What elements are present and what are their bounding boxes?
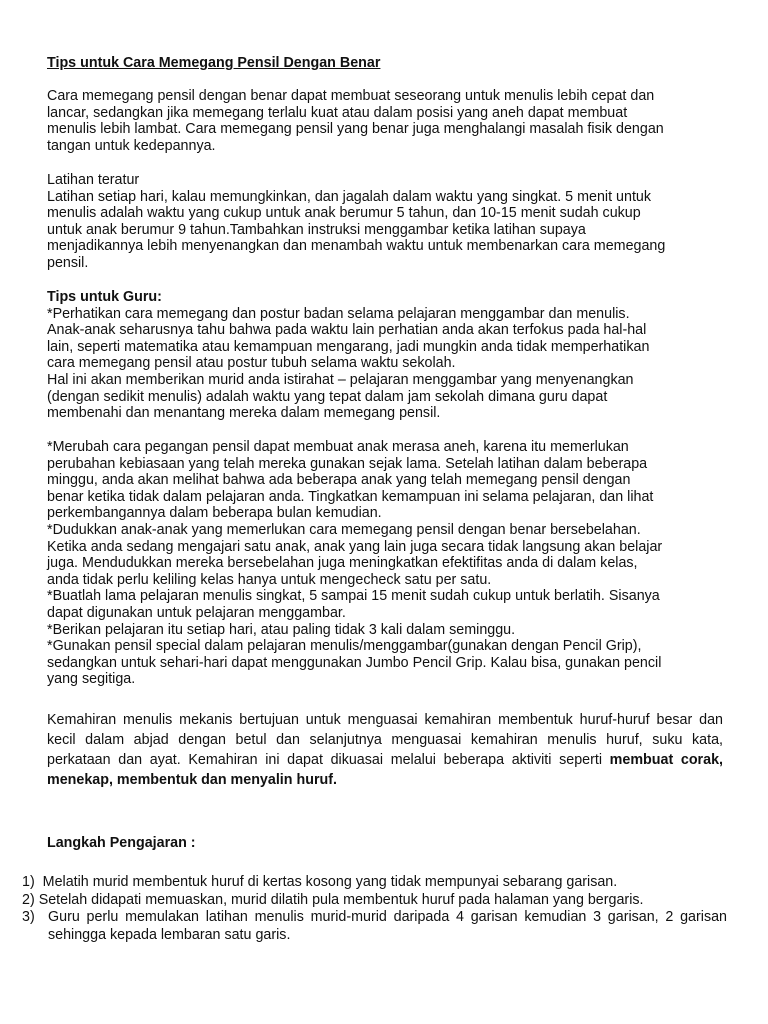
langkah-heading: Langkah Pengajaran : (47, 835, 196, 851)
step-text: Melatih murid membentuk huruf di kertas kosong yang tidak mempunyai sebarang garisan. (42, 874, 618, 890)
tips-line: dapat digunakan untuk pelajaran menggambar. (47, 604, 346, 621)
latihan-line: untuk anak berumur 9 tahun.Tambahkan instruksi menggambar ketika latihan supaya (47, 221, 586, 238)
step-text: Setelah didapati memuaskan, murid dilatih pula membentuk huruf pada halaman yang bergaris. (38, 891, 644, 908)
intro-line: tangan untuk kedepannya. (47, 137, 216, 154)
list-item (22, 892, 727, 910)
tips-line: yang segitiga. (47, 671, 136, 688)
list-item (22, 909, 727, 944)
tips-line: *Berikan pelajaran itu setiap hari, atau paling tidak 3 kali dalam seminggu. (47, 621, 516, 638)
guru-section (47, 289, 727, 422)
latihan-section (47, 172, 727, 272)
tips-line: *Buatlah lama pelajaran menulis singkat, 5 sampai 15 menit sudah cukup untuk berlatih. Sisanya (47, 588, 660, 605)
latihan-heading: Latihan teratur (47, 172, 140, 188)
guru-line: Anak-anak seharusnya tahu bahwa pada waktu lain perhatian anda akan terfokus pada hal-hal (47, 322, 647, 339)
langkah-steps (22, 874, 727, 944)
kemahiran-bold-text: membuat corak, menekap, membentuk dan menyalin huruf. (47, 752, 723, 788)
kemahiran-text: Kemahiran menulis mekanis bertujuan untuk menguasai kemahiran membentuk huruf-huruf besar dan kecil dalam abjad dengan betul dan selanjutnya menguasai kemahiran menulis huruf, suku kata, perkataan dan ayat. Kemahiran ini dapat dikuasai melalui beberapa aktiviti seperti (47, 712, 723, 768)
step-number: 2) (22, 891, 39, 908)
tips-line: sedangkan untuk sehari-hari dapat menggunakan Jumbo Pencil Grip. Kalau bisa, gunakan pencil (47, 654, 662, 671)
tips-line: perkembangannya dalam beberapa bulan kemudian. (47, 505, 382, 522)
intro-line: menulis lebih lambat. Cara memegang pensil yang benar juga menghalangi masalah fisik dengan (47, 121, 664, 138)
latihan-line: pensil. (47, 254, 89, 271)
tips-line: *Gunakan pensil special dalam pelajaran menulis/menggambar(gunakan dengan Pencil Grip), (47, 638, 642, 655)
tips-line: *Dudukkan anak-anak yang memerlukan cara memegang pensil dengan benar bersebelahan. (47, 521, 641, 538)
guru-line: (dengan sedikit menulis) adalah waktu yang tepat dalam jam sekolah dimana guru dapat (47, 388, 608, 405)
latihan-line: Latihan setiap hari, kalau memungkinkan, dan jagalah dalam waktu yang singkat. 5 menit untuk (47, 188, 652, 205)
tips-line: Ketika anda sedang mengajari satu anak, anak yang lain juga secara tidak langsung akan belajar (47, 538, 663, 555)
latihan-line: menulis adalah waktu yang cukup untuk anak berumur 5 tahun, dan 10-15 menit sudah cukup (47, 205, 641, 222)
guru-heading: Tips untuk Guru: (47, 289, 162, 305)
intro-line: lancar, sedangkan jika memegang terlalu kuat atau dalam posisi yang aneh dapat membuat (47, 104, 628, 121)
latihan-line: menjadikannya lebih menyenangkan dan menambah waktu untuk membenarkan cara memegang (47, 238, 666, 255)
document-title-block (47, 55, 727, 72)
guru-line: lain, seperti matematika atau kemampuan mengarang, jadi mungkin anda tidak memperhatikan (47, 338, 650, 355)
step-number: 3) (22, 909, 35, 925)
guru-line: *Perhatikan cara memegang dan postur badan selama pelajaran menggambar dan menulis. (47, 305, 630, 322)
guru-line: membenahi dan menantang mereka dalam memegang pensil. (47, 405, 441, 422)
intro-paragraph (47, 88, 727, 154)
tips-list (47, 439, 727, 688)
kemahiran-paragraph (47, 710, 723, 790)
tips-line: benar ketika tidak dalam pelajaran anda. Tingkatkan kemampuan ini selama pelajaran, dan lihat (47, 488, 654, 505)
tips-line: juga. Mendudukkan mereka bersebelahan juga meningkatkan efektifitas anda di dalam kelas, (47, 555, 638, 572)
guru-line: cara memegang pensil atau postur tubuh selama waktu sekolah. (47, 355, 456, 372)
tips-line: anda tidak perlu keliling kelas hanya untuk mengecheck satu per satu. (47, 571, 492, 588)
tips-line: minggu, anda akan melihat bahwa ada beberapa anak yang telah memegang pensil dengan (47, 472, 631, 489)
step-number: 1) (22, 874, 43, 890)
langkah-heading-block (47, 835, 727, 852)
list-item (22, 874, 727, 892)
tips-line: perubahan kebiasaan yang telah mereka gunakan sejak lama. Setelah latihan dalam beberapa (47, 455, 648, 472)
step-text: Guru perlu memulakan latihan menulis murid-murid daripada 4 garisan kemudian 3 garisan, 2 garisan sehingga kepada lembaran satu garis. (48, 909, 727, 943)
guru-line: Hal ini akan memberikan murid anda istirahat – pelajaran menggambar yang menyenangkan (47, 371, 634, 388)
tips-line: *Merubah cara pegangan pensil dapat membuat anak merasa aneh, karena itu memerlukan (47, 439, 629, 455)
document-title: Tips untuk Cara Memegang Pensil Dengan Benar (47, 55, 381, 71)
intro-line: Cara memegang pensil dengan benar dapat membuat seseorang untuk menulis lebih cepat dan (47, 88, 655, 104)
